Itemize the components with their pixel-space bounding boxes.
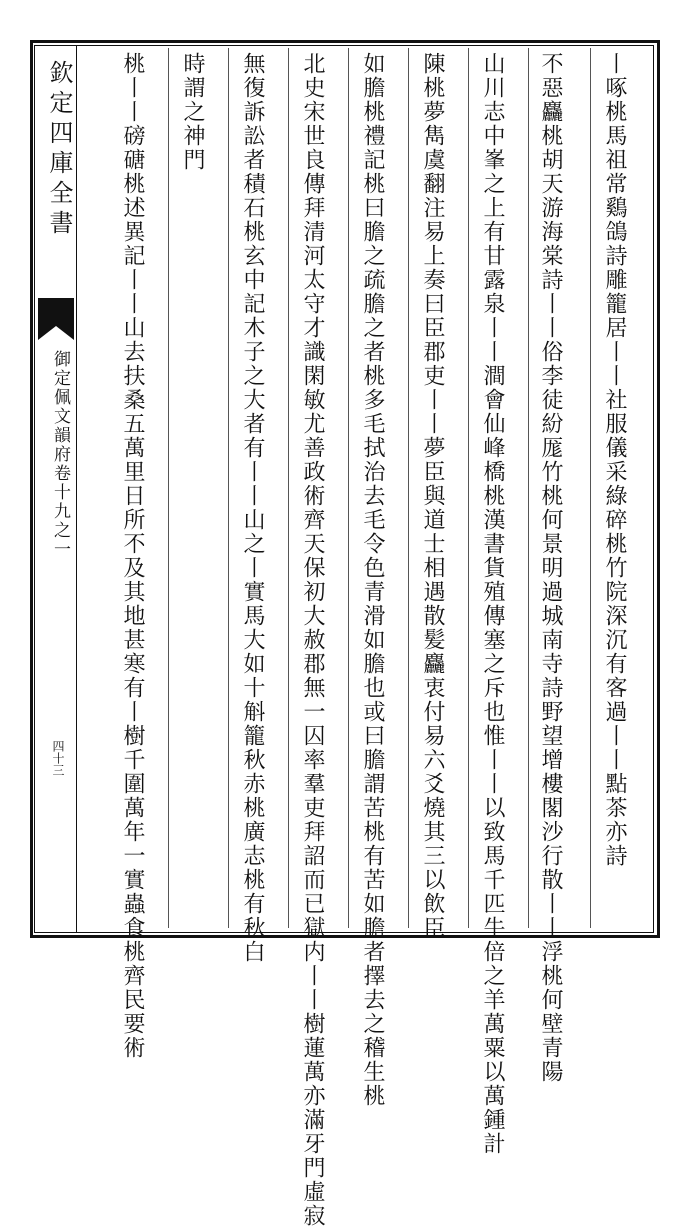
column-rule (288, 48, 289, 928)
column-rule (590, 48, 591, 928)
text-column-4: 陳桃夢雋虞翻注易上奏曰臣郡吏丨丨夢臣與道士相遇散髪麤衷付易六爻燒其三以飲臣 (420, 52, 445, 940)
column-rule (468, 48, 469, 928)
text-column-6: 北史宋世良傳拜清河太守才識閑敏尤善政術齊天保初大赦郡無一囚率羣吏拜詔而已獄内丨丨樹蓮萬亦滿牙門虛寂 (300, 52, 325, 1228)
text-column-1: 丨啄桃馬祖常鷄鴿詩雕籠居丨丨社服儀采綠碎桃竹院深沉有客過丨丨點茶亦詩 (602, 52, 627, 868)
column-rule (348, 48, 349, 928)
text-column-2: 不惡麤桃胡天游海棠詩丨丨俗李徒紛厖竹桃何景明過城南寺詩野望增樓閣沙行散丨丨浮桃何壁青陽 (538, 52, 563, 1084)
text-column-7: 無復訴訟者積石桃玄中記木子之大者有丨丨山之丨實馬大如十斛籠秋赤桃廣志桃有秋白 (240, 52, 265, 964)
column-rule (168, 48, 169, 928)
column-rule (228, 48, 229, 928)
column-rule (408, 48, 409, 928)
fish-tail-ornament-icon (38, 298, 74, 326)
book-title: 欽定四庫全書 (45, 60, 73, 240)
page-number: 四十三 (51, 740, 65, 776)
text-column-3: 山川志中峯之上有甘露泉丨丨澗會仙峰橋桃漢書貨殖傳塞之斥也惟丨丨以致馬千匹牛倍之羊萬粟以萬鍾計 (480, 52, 505, 1156)
text-column-5: 如膽桃禮記桃曰膽之疏膽之者桃多毛拭治去毛令色青滑如膽也或曰膽謂苦桃有苦如膽者擇去之稽生桃 (360, 52, 385, 1108)
text-column-8: 時謂之神門 (180, 52, 205, 172)
fish-tail-ornament-shape (38, 326, 74, 340)
column-rule (528, 48, 529, 928)
text-column-9: 桃丨丨磅磄桃述異記丨丨山去扶桑五萬里日所不及其地甚寒有丨樹千圍萬年一實蟲食桃齊民要術 (120, 52, 145, 1060)
volume-label: 御定佩文韻府卷十九之一 (50, 350, 70, 559)
